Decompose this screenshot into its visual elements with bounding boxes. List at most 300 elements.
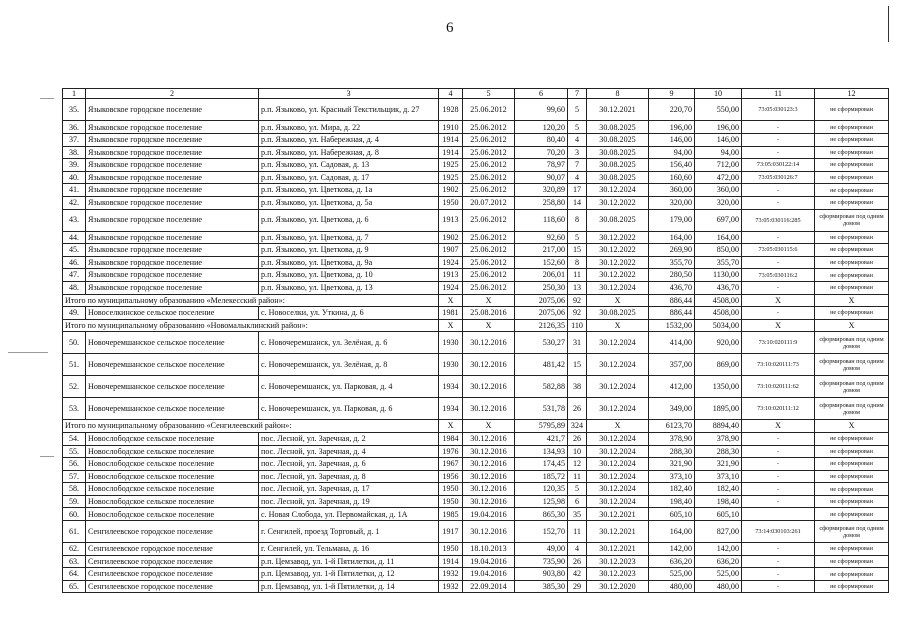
table-row <box>63 184 889 197</box>
table-cell: 378,90 <box>695 432 742 445</box>
table-cell: 30.12.2024 <box>587 470 649 483</box>
table-cell: 1928 <box>439 99 463 121</box>
table-cell: Языковское городское поселение <box>86 244 259 257</box>
table-cell: сформирован под одним домом <box>815 209 889 231</box>
table-cell: 17 <box>568 184 587 197</box>
table-cell: 30.12.2021 <box>587 508 649 521</box>
table-cell: 3 <box>568 146 587 159</box>
column-number: 7 <box>568 89 587 99</box>
table-cell: 30.12.2021 <box>587 521 649 543</box>
table-cell: 30.12.2022 <box>587 269 649 282</box>
table-cell: 827,00 <box>695 521 742 543</box>
table-cell: 735,90 <box>515 555 568 568</box>
table-cell: - <box>742 184 815 197</box>
table-cell: 414,00 <box>649 332 695 354</box>
table-cell: Новочеремшанское сельское поселение <box>86 376 259 398</box>
table-cell: р.п. Цемзавод, ул. 1-й Пятилетки, д. 12 <box>259 568 439 581</box>
table-cell: Новослободское сельское поселение <box>86 458 259 471</box>
table-cell: 412,00 <box>649 376 695 398</box>
table-cell: р.п. Языково, ул. Цветкова, д. 6 <box>259 209 439 231</box>
table-cell: 73:14:030103:261 <box>742 521 815 543</box>
table-cell: 30.08.2025 <box>587 209 649 231</box>
table-cell: 30.08.2025 <box>587 146 649 159</box>
table-cell: Новослободское сельское поселение <box>86 495 259 508</box>
table-cell: 30.12.2023 <box>587 555 649 568</box>
table-cell: 531,78 <box>515 398 568 420</box>
table-cell: 73:05:030123:3 <box>742 99 815 121</box>
table-row <box>63 568 889 581</box>
margin-mark <box>40 98 54 99</box>
total-cell: X <box>742 319 815 332</box>
table-row <box>63 307 889 320</box>
table-cell: 99,60 <box>515 99 568 121</box>
table-cell: 73:05:030122:14 <box>742 159 815 172</box>
table-cell: 73:10:020111:73 <box>742 354 815 376</box>
total-cell: X <box>742 420 815 433</box>
table-cell: сформирован под одним домом <box>815 354 889 376</box>
table-cell: 30.12.2016 <box>463 521 515 543</box>
table-cell: 25.06.2012 <box>463 231 515 244</box>
table-cell: 1914 <box>439 146 463 159</box>
table-cell: с. Новоселки, ул. Уткина, д. 6 <box>259 307 439 320</box>
table-cell: 50. <box>63 332 86 354</box>
total-cell: 5034,00 <box>695 319 742 332</box>
table-cell: 198,40 <box>649 495 695 508</box>
table-cell: - <box>742 580 815 593</box>
table-cell: 92 <box>568 307 587 320</box>
table-cell: 18.10.2013 <box>463 543 515 556</box>
table-cell: р.п. Языково, ул. Красный Текстильщик, д. 27 <box>259 99 439 121</box>
table-cell: 49,00 <box>515 543 568 556</box>
table-cell: - <box>742 121 815 134</box>
table-cell: не сформирован <box>815 483 889 496</box>
table-cell: 1932 <box>439 580 463 593</box>
table-cell: 73:05:030126:7 <box>742 171 815 184</box>
table-cell: р.п. Цемзавод, ул. 1-й Пятилетки, д. 11 <box>259 555 439 568</box>
table-cell: 25.06.2012 <box>463 269 515 282</box>
table-cell: 125,98 <box>515 495 568 508</box>
table-row <box>63 209 889 231</box>
table-cell: 30.12.2016 <box>463 458 515 471</box>
page-number: 6 <box>446 20 454 36</box>
table-cell: 152,60 <box>515 256 568 269</box>
table-cell: 120,35 <box>515 483 568 496</box>
table-cell: 14 <box>568 196 587 209</box>
table-cell: 1914 <box>439 555 463 568</box>
column-number-row <box>63 89 889 99</box>
total-row <box>63 420 889 433</box>
table-cell: 57. <box>63 470 86 483</box>
total-cell: X <box>463 420 515 433</box>
table-cell: 65. <box>63 580 86 593</box>
table-cell: - <box>742 470 815 483</box>
table-cell: 48. <box>63 281 86 294</box>
table-cell: не сформирован <box>815 508 889 521</box>
table-cell: 12 <box>568 458 587 471</box>
table-cell: - <box>742 231 815 244</box>
table-row <box>63 521 889 543</box>
table-cell: 480,00 <box>649 580 695 593</box>
table-cell: 38 <box>568 376 587 398</box>
table-cell: 42. <box>63 196 86 209</box>
table-cell: 30.12.2024 <box>587 483 649 496</box>
table-cell: 30.12.2024 <box>587 445 649 458</box>
table-cell: 1925 <box>439 159 463 172</box>
table-cell: 582,88 <box>515 376 568 398</box>
table-cell: 1914 <box>439 134 463 147</box>
total-cell: 324 <box>568 420 587 433</box>
table-cell: сформирован под одним домом <box>815 332 889 354</box>
total-label: Итого по муниципальному образованию «Новомалыклинский район»: <box>63 319 439 332</box>
table-cell: 25.08.2016 <box>463 307 515 320</box>
table-cell: не сформирован <box>815 543 889 556</box>
table-cell: не сформирован <box>815 99 889 121</box>
table-cell: не сформирован <box>815 269 889 282</box>
table-cell: Языковское городское поселение <box>86 99 259 121</box>
table-row <box>63 99 889 121</box>
table-cell: 63. <box>63 555 86 568</box>
table-cell: 636,20 <box>649 555 695 568</box>
table-cell: 6 <box>568 495 587 508</box>
table-cell: Новослободское сельское поселение <box>86 508 259 521</box>
table-row <box>63 281 889 294</box>
table-cell: не сформирован <box>815 470 889 483</box>
table-cell: 1902 <box>439 231 463 244</box>
table-cell: 44. <box>63 231 86 244</box>
table-cell: р.п. Языково, ул. Садовая, д. 17 <box>259 171 439 184</box>
table-cell: Новослободское сельское поселение <box>86 470 259 483</box>
table-cell: р.п. Языково, ул. Набережная, д. 4 <box>259 134 439 147</box>
table-cell: 92,60 <box>515 231 568 244</box>
table-cell: 19.04.2016 <box>463 568 515 581</box>
table-cell: Языковское городское поселение <box>86 209 259 231</box>
table-cell: 1981 <box>439 307 463 320</box>
table-cell: не сформирован <box>815 231 889 244</box>
table-cell: Языковское городское поселение <box>86 281 259 294</box>
table-cell: 52. <box>63 376 86 398</box>
table-cell: 30.12.2022 <box>587 196 649 209</box>
table-cell: р.п. Языково, ул. Цветкова, д. 1а <box>259 184 439 197</box>
table-cell: 1917 <box>439 521 463 543</box>
table-cell: 1130,00 <box>695 269 742 282</box>
table-cell: 164,00 <box>649 521 695 543</box>
table-cell: сформирован под одним домом <box>815 398 889 420</box>
table-cell: 258,80 <box>515 196 568 209</box>
table-cell: 42 <box>568 568 587 581</box>
column-number: 4 <box>439 89 463 99</box>
total-cell: X <box>815 294 889 307</box>
total-cell: 2075,06 <box>515 294 568 307</box>
table-cell: 196,00 <box>649 121 695 134</box>
total-cell: 8894,40 <box>695 420 742 433</box>
table-cell: 25.06.2012 <box>463 184 515 197</box>
total-cell: 6123,70 <box>649 420 695 433</box>
table-cell: Новослободское сельское поселение <box>86 483 259 496</box>
table-cell: с. Новая Слобода, ул. Первомайская, д. 1А <box>259 508 439 521</box>
table-cell: 182,40 <box>649 483 695 496</box>
total-cell: X <box>587 319 649 332</box>
table-cell: 850,00 <box>695 244 742 257</box>
table-cell: - <box>742 307 815 320</box>
table-cell: 320,89 <box>515 184 568 197</box>
table-cell: 525,00 <box>695 568 742 581</box>
table-cell: 360,00 <box>695 184 742 197</box>
table-cell: сформирован под одним домом <box>815 521 889 543</box>
table-cell: не сформирован <box>815 432 889 445</box>
table-cell: 36. <box>63 121 86 134</box>
table-cell: пос. Лесной, ул. Заречная, д. 19 <box>259 495 439 508</box>
table-cell: 1984 <box>439 432 463 445</box>
table-cell: г. Сенгилей, проезд Торговый, д. 1 <box>259 521 439 543</box>
table-cell: 1902 <box>439 184 463 197</box>
table-cell: 30.12.2024 <box>587 376 649 398</box>
table-cell: 605,10 <box>695 508 742 521</box>
table-cell: 1924 <box>439 281 463 294</box>
table-cell: Новоселкинское сельское поселение <box>86 307 259 320</box>
table-cell: 373,10 <box>649 470 695 483</box>
table-cell: 436,70 <box>695 281 742 294</box>
table-cell: 4 <box>568 171 587 184</box>
table-cell: не сформирован <box>815 159 889 172</box>
table-cell: 30.08.2025 <box>587 171 649 184</box>
table-cell: р.п. Языково, ул. Цветкова, д. 10 <box>259 269 439 282</box>
table-cell: - <box>742 458 815 471</box>
table-cell: р.п. Языково, ул. Цветкова, д. 9а <box>259 256 439 269</box>
table-cell: 30.08.2025 <box>587 307 649 320</box>
table-cell: пос. Лесной, ул. Заречная, д. 6 <box>259 458 439 471</box>
table-cell: 1932 <box>439 568 463 581</box>
table-cell: р.п. Языково, ул. Цветкова, д. 13 <box>259 281 439 294</box>
table-cell: пос. Лесной, ул. Заречная, д. 2 <box>259 432 439 445</box>
table-cell: 250,30 <box>515 281 568 294</box>
table-cell: 5 <box>568 231 587 244</box>
table-cell <box>742 508 815 521</box>
table-cell: не сформирован <box>815 184 889 197</box>
table-cell: 920,00 <box>695 332 742 354</box>
table-cell: 30.12.2024 <box>587 495 649 508</box>
total-cell: X <box>815 420 889 433</box>
table-row <box>63 543 889 556</box>
table-cell: 30.12.2024 <box>587 398 649 420</box>
table-cell: 51. <box>63 354 86 376</box>
table-row <box>63 231 889 244</box>
table-cell: 1934 <box>439 398 463 420</box>
table-cell: 385,30 <box>515 580 568 593</box>
table-cell: 1950 <box>439 495 463 508</box>
table-cell: 55. <box>63 445 86 458</box>
table-cell: 53. <box>63 398 86 420</box>
table-cell: 1950 <box>439 196 463 209</box>
table-cell: 4 <box>568 543 587 556</box>
table-cell: 550,00 <box>695 99 742 121</box>
table-cell: 30.12.2022 <box>587 231 649 244</box>
table-row <box>63 495 889 508</box>
table-cell: 1913 <box>439 209 463 231</box>
table-cell: Сенгилеевское городское поселение <box>86 568 259 581</box>
table-cell: 56. <box>63 458 86 471</box>
table-cell: 90,07 <box>515 171 568 184</box>
table-cell: Языковское городское поселение <box>86 184 259 197</box>
table-cell: 164,00 <box>649 231 695 244</box>
table-cell: 62. <box>63 543 86 556</box>
table-cell: 160,60 <box>649 171 695 184</box>
table-cell: 30.12.2021 <box>587 543 649 556</box>
table-cell: 26 <box>568 432 587 445</box>
table-row <box>63 134 889 147</box>
table-cell: 357,00 <box>649 354 695 376</box>
table-cell: Языковское городское поселение <box>86 134 259 147</box>
table-cell: 206,01 <box>515 269 568 282</box>
table-cell: 30.12.2024 <box>587 354 649 376</box>
table-cell: - <box>742 543 815 556</box>
table-cell: 269,90 <box>649 244 695 257</box>
table-cell: 152,70 <box>515 521 568 543</box>
table-cell: - <box>742 495 815 508</box>
table-cell: 605,10 <box>649 508 695 521</box>
table-row <box>63 445 889 458</box>
table-cell: 5 <box>568 483 587 496</box>
table-row <box>63 432 889 445</box>
table-cell: 25.06.2012 <box>463 256 515 269</box>
table-cell: р.п. Цемзавод, ул. 1-й Пятилетки, д. 14 <box>259 580 439 593</box>
table-cell: 1925 <box>439 171 463 184</box>
table-cell: р.п. Языково, ул. Цветкова, д. 5а <box>259 196 439 209</box>
table-cell: 8 <box>568 256 587 269</box>
table-cell: 22.09.2014 <box>463 580 515 593</box>
total-cell: X <box>439 294 463 307</box>
table-cell: 25.06.2012 <box>463 121 515 134</box>
table-cell: 30.12.2024 <box>587 281 649 294</box>
column-number: 9 <box>649 89 695 99</box>
table-cell: сформирован под одним домом <box>815 376 889 398</box>
table-row <box>63 159 889 172</box>
table-cell: 530,27 <box>515 332 568 354</box>
table-cell: 73:05:030116:2 <box>742 269 815 282</box>
table-cell: 73:05:030115:6 <box>742 244 815 257</box>
table-cell: 869,00 <box>695 354 742 376</box>
table-cell: р.п. Языково, ул. Цветкова, д. 7 <box>259 231 439 244</box>
table-cell: 38. <box>63 146 86 159</box>
table-cell: не сформирован <box>815 244 889 257</box>
table-cell: 25.06.2012 <box>463 281 515 294</box>
table-cell: Сенгилеевское городское поселение <box>86 543 259 556</box>
table-cell: 118,60 <box>515 209 568 231</box>
column-number: 3 <box>259 89 439 99</box>
table-row <box>63 269 889 282</box>
table-cell: 174,45 <box>515 458 568 471</box>
table-cell: не сформирован <box>815 458 889 471</box>
table-cell: с. Новочеремшанск, ул. Зелёная, д. 6 <box>259 332 439 354</box>
table-cell: 30.12.2023 <box>587 568 649 581</box>
table-cell: 26 <box>568 555 587 568</box>
table-cell: 164,00 <box>695 231 742 244</box>
table-cell: р.п. Языково, ул. Набережная, д. 8 <box>259 146 439 159</box>
table-cell: 73:10:020111:62 <box>742 376 815 398</box>
table-cell: 355,70 <box>695 256 742 269</box>
total-cell: 2126,35 <box>515 319 568 332</box>
table-cell: 19.04.2016 <box>463 508 515 521</box>
table-cell: 78,97 <box>515 159 568 172</box>
table-cell: 70,20 <box>515 146 568 159</box>
table-cell: 61. <box>63 521 86 543</box>
table-cell: 58. <box>63 483 86 496</box>
table-cell: Языковское городское поселение <box>86 159 259 172</box>
table-cell: 1930 <box>439 354 463 376</box>
table-cell: 1910 <box>439 121 463 134</box>
table-cell: 865,30 <box>515 508 568 521</box>
table-cell: 73:10:020111:9 <box>742 332 815 354</box>
table-cell: не сформирован <box>815 445 889 458</box>
table-cell: 320,00 <box>649 196 695 209</box>
total-cell: X <box>742 294 815 307</box>
table-cell: 30.12.2016 <box>463 495 515 508</box>
table-cell: 481,42 <box>515 354 568 376</box>
table-cell: - <box>742 281 815 294</box>
table-cell: 1950 <box>439 543 463 556</box>
table-cell: 1350,00 <box>695 376 742 398</box>
table-cell: р.п. Языково, ул. Цветкова, д. 9 <box>259 244 439 257</box>
table-cell: Новочеремшанское сельское поселение <box>86 398 259 420</box>
table-cell: пос. Лесной, ул. Заречная, д. 8 <box>259 470 439 483</box>
table-cell: 220,70 <box>649 99 695 121</box>
table-cell: 73:10:020111:12 <box>742 398 815 420</box>
table-cell: 64. <box>63 568 86 581</box>
table-cell: 373,10 <box>695 470 742 483</box>
table-cell: - <box>742 146 815 159</box>
table-cell: - <box>742 555 815 568</box>
table-cell: 40. <box>63 171 86 184</box>
table-cell: 146,00 <box>649 134 695 147</box>
table-cell: 35 <box>568 508 587 521</box>
table-cell: 30.12.2024 <box>587 332 649 354</box>
table-cell: с. Новочеремшанск, ул. Парковая, д. 6 <box>259 398 439 420</box>
table-cell: 15 <box>568 244 587 257</box>
table-row <box>63 458 889 471</box>
table-cell: 25.06.2012 <box>463 99 515 121</box>
table-cell: 49. <box>63 307 86 320</box>
table-cell: 30.08.2025 <box>587 121 649 134</box>
table-cell: 25.06.2012 <box>463 244 515 257</box>
table-cell: с. Новочеремшанск, ул. Парковая, д. 4 <box>259 376 439 398</box>
page-edge-mark <box>888 6 889 42</box>
table-cell: 360,00 <box>649 184 695 197</box>
total-cell: X <box>439 420 463 433</box>
table-cell: 39. <box>63 159 86 172</box>
table-row <box>63 508 889 521</box>
table-cell: Сенгилеевское городское поселение <box>86 521 259 543</box>
table-cell: 436,70 <box>649 281 695 294</box>
table-cell: г. Сенгилей, ул. Тельмана, д. 16 <box>259 543 439 556</box>
table-cell: 59. <box>63 495 86 508</box>
total-cell: 886,44 <box>649 294 695 307</box>
column-number: 5 <box>463 89 515 99</box>
table-cell: 19.04.2016 <box>463 555 515 568</box>
table-cell: 179,00 <box>649 209 695 231</box>
table-cell: Языковское городское поселение <box>86 231 259 244</box>
table-cell: 156,40 <box>649 159 695 172</box>
housing-register-table <box>62 88 889 593</box>
table-cell: 142,00 <box>695 543 742 556</box>
table-cell: не сформирован <box>815 568 889 581</box>
table-cell: 4508,00 <box>695 307 742 320</box>
table-cell: р.п. Языково, ул. Мира, д. 22 <box>259 121 439 134</box>
table-cell: не сформирован <box>815 281 889 294</box>
table-cell: 54. <box>63 432 86 445</box>
total-cell: 5795,89 <box>515 420 568 433</box>
total-cell: X <box>815 319 889 332</box>
table-cell: 182,40 <box>695 483 742 496</box>
table-cell: 185,72 <box>515 470 568 483</box>
